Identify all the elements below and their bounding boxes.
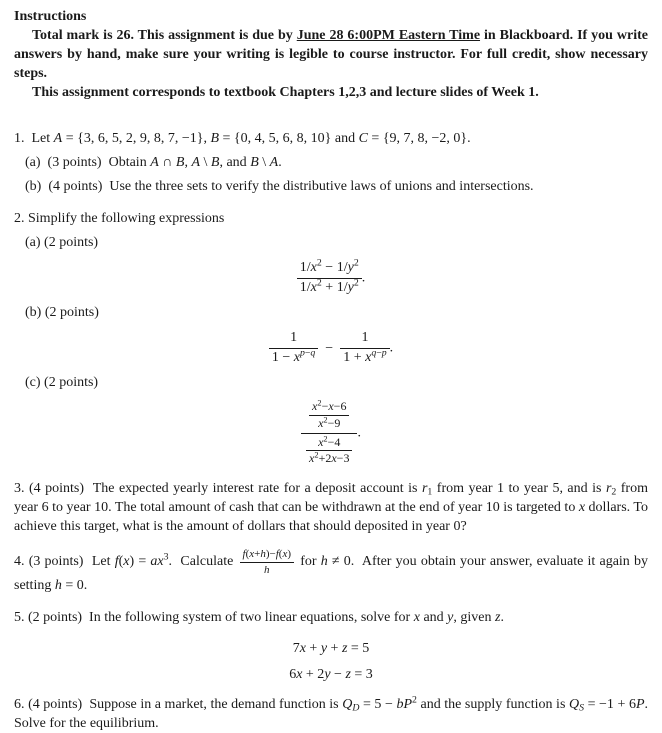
problem-5: 5. (2 points) In the following system of two linear equations, solve for x and y, given z. [14, 609, 504, 625]
instructions-paragraph-1 [14, 26, 648, 83]
problem-4 [14, 548, 648, 595]
problem-2b-label: (b) (2 points) [25, 305, 99, 321]
equation-2: 6x + 2y − z = 3 [289, 666, 373, 682]
fraction-2c-top-numerator: $x^2-x-6$ [309, 400, 349, 416]
formula-2c [14, 400, 648, 466]
problem-1a: (a) (3 points) Obtain A ∩ B, A \ B, and B \ A. [25, 155, 282, 170]
fraction-2b-left [269, 330, 318, 366]
fraction-2c-top [309, 400, 349, 431]
fraction-2b-right [340, 330, 389, 366]
problem-2a-label: (a) (2 points) [25, 235, 99, 250]
instructions-text-post: in Blackboard. If you write answers by hand, make sure your writing is legible to course instructor. For full credit, show necessary steps. [14, 28, 648, 81]
minus-operator: − [325, 340, 334, 356]
difference-quotient-fraction [240, 548, 295, 576]
fraction-2b-right-numerator: 1 [340, 330, 389, 349]
problem-2-heading: 2. Simplify the following expressions [14, 211, 225, 226]
fraction-2b-right-denominator: $1 + x^{q-p}$ [343, 347, 387, 365]
fraction-2c-top-denominator: $x^2-9$ [318, 415, 341, 430]
equation-system [14, 639, 648, 684]
formula-2b [14, 330, 648, 366]
problem-3: 3. (4 points) The expected yearly interest rate for a deposit account is $r_1$ from year 1 to year 5, and is $r_2$ from year 6 to year 10. The total amount of cash that can be withdrawn at the end of year 10 is targeted to x dollars. To achieve this target, what is the amount of dollars that should deposited in year 0? [14, 481, 648, 535]
fraction-2a-numerator: $1/x^2 - 1/y^2$ [297, 260, 362, 279]
problem-1b: (b) (4 points) Use the three sets to verify the distributive laws of unions and intersections. [25, 179, 534, 194]
formula-2b-period: . [389, 340, 394, 356]
fraction-2c-outer-numerator [301, 400, 357, 434]
difference-quotient-numerator: f(x+h)−f(x) [240, 548, 295, 562]
difference-quotient-denominator: h [264, 563, 270, 576]
fraction-2b-left-denominator: $1 - x^{p-q}$ [271, 347, 316, 365]
fraction-2c-bottom-numerator: $x^2-4$ [306, 436, 352, 452]
problem-4-text-pre: 4. (3 points) Let $f(x) = ax^3$. Calculate [14, 551, 238, 570]
problem-2c-label: (c) (2 points) [25, 375, 99, 391]
fraction-2c-outer [301, 400, 357, 466]
fraction-2c-bottom-denominator: $x^2+2x-3$ [309, 450, 350, 466]
due-date-underlined: June 28 6:00PM Eastern Time [296, 28, 481, 43]
fraction-2b-left-numerator: 1 [269, 330, 318, 349]
equation-1: 7x + y + z = 5 [292, 640, 370, 656]
fraction-2c-outer-denominator [301, 434, 357, 467]
fraction-2c-bottom [306, 436, 352, 467]
fraction-2a [297, 257, 362, 296]
problem-4-text-post: for h ≠ 0. After you obtain your answer, evaluate it again by setting h = 0. [14, 554, 648, 593]
formula-2c-period: . [357, 425, 361, 441]
instructions-paragraph-2: This assignment corresponds to textbook Chapters 1,2,3 and lecture slides of Week 1. [32, 85, 539, 100]
instructions-heading: Instructions [14, 9, 87, 24]
problem-6: 6. (4 points) Suppose in a market, the demand function is $Q_D = 5 - bP^2$ and the supply function is $Q_S = -1 + 6P$. Solve for the equilibrium. [14, 694, 649, 731]
formula-2a [14, 257, 648, 296]
instructions-text-pre: Total mark is 26. This assignment is due by [32, 28, 297, 43]
problem-1-stem: 1. Let A = {3, 6, 5, 2, 9, 8, 7, −1}, B = {0, 4, 5, 6, 8, 10} and C = {9, 7, 8, −2, 0}. [14, 131, 471, 146]
formula-2a-period: . [361, 270, 366, 286]
fraction-2a-denominator: $1/x^2 + 1/y^2$ [299, 277, 359, 295]
